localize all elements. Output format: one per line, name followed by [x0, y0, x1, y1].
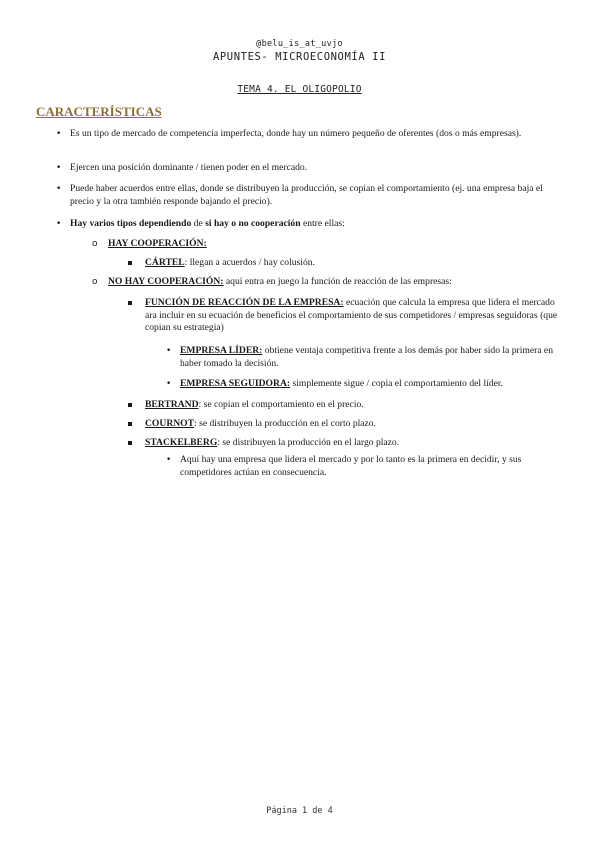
term-follower: EMPRESA SEGUIDORA: [180, 378, 291, 389]
topic-title: TEMA 4. EL OLIGOPOLIO [237, 84, 362, 95]
document-title: APUNTES- MICROECONOMÍA II [212, 51, 387, 63]
no-cooperation-heading: NO HAY COOPERACIÓN: [108, 276, 224, 287]
bullet-icon: • [166, 455, 172, 465]
circle-bullet-icon: o [92, 277, 98, 287]
item-text: entre ellas: [300, 218, 345, 229]
square-bullet-icon [128, 261, 132, 265]
square-bullet-icon [128, 403, 132, 407]
list-item-stackelberg-note [166, 454, 565, 479]
item-text: : se distribuyen la producción en el largo plazo. [217, 437, 400, 448]
item-text: : se copian el comportamiento en el precio. [198, 399, 364, 410]
square-bullet-icon [128, 441, 132, 445]
bullet-icon: • [166, 346, 172, 356]
square-bullet-icon [128, 301, 132, 305]
list-item-cartel [145, 257, 555, 270]
bullet-icon: • [56, 163, 62, 173]
list-item-stackelberg [145, 437, 565, 450]
list-item-reaction-function [145, 297, 565, 335]
term-leader: EMPRESA LÍDER: [180, 345, 263, 356]
circle-bullet-icon: o [92, 239, 98, 249]
term-cartel: CÁRTEL [145, 257, 185, 268]
page-number: Página 1 de 4 [266, 806, 333, 816]
list-item-cooperation [92, 238, 558, 251]
section-heading: CARACTERÍSTICAS [36, 104, 162, 119]
item-text: : llegan a acuerdos / hay colusión. [184, 257, 315, 268]
list-item-leader [166, 345, 565, 370]
list-item-follower [166, 378, 565, 391]
term-cournot: COURNOT [145, 418, 195, 429]
list-item [56, 183, 560, 208]
author-watermark: @belu_is_at_uvjo [256, 39, 343, 49]
list-item [56, 218, 560, 231]
item-bold-text: Hay varios tipos dependiendo [70, 218, 192, 229]
bullet-icon: • [56, 184, 62, 194]
item-text: ecuación que calcula la empresa que lidera el mercado ara incluir en su ecuación de beneficios el comportamiento de sus competidores / empresas seguidoras (que copian su estrategia) [145, 297, 558, 333]
item-text: simplemente sigue / copia el comportamiento del líder. [290, 378, 503, 389]
bullet-icon: • [56, 129, 62, 139]
item-text: Aquí hay una empresa que lidera el mercado y por lo tanto es la primera en decidir, y sus competidores actúan en consecuencia. [180, 454, 522, 478]
term-bertrand: BERTRAND [145, 399, 199, 410]
bullet-icon: • [166, 379, 172, 389]
item-text: : se distribuyen la producción en el corto plazo. [194, 418, 377, 429]
list-item [56, 162, 560, 175]
item-text: obtiene ventaja competitiva frente a los demás por haber sido la primera en haber tomado la decisión. [180, 345, 553, 369]
item-text: Puede haber acuerdos entre ellas, donde se distribuyen la producción, se copian el comportamiento (ej. una empresa baja el precio y la otra también responde bajando el precio). [70, 183, 543, 207]
term-reaction-function: FUNCIÓN DE REACCIÓN DE LA EMPRESA: [145, 297, 344, 308]
list-item-cournot [145, 418, 565, 431]
item-text: aquí entra en juego la función de reacción de las empresas: [223, 276, 452, 287]
cooperation-heading: HAY COOPERACIÓN: [108, 238, 207, 249]
list-item [56, 128, 560, 141]
square-bullet-icon [128, 422, 132, 426]
bullet-icon: • [56, 219, 62, 229]
list-item-bertrand [145, 399, 565, 412]
item-text: Ejercen una posición dominante / tienen poder en el mercado. [70, 162, 308, 173]
list-item-no-cooperation [92, 276, 563, 289]
item-text: Es un tipo de mercado de competencia imperfecta, donde hay un número pequeño de oferentes (dos o más empresas). [70, 128, 522, 139]
item-text: de [191, 218, 206, 229]
item-bold-text: si hay o no cooperación [205, 218, 301, 229]
term-stackelberg: STACKELBERG [145, 437, 218, 448]
